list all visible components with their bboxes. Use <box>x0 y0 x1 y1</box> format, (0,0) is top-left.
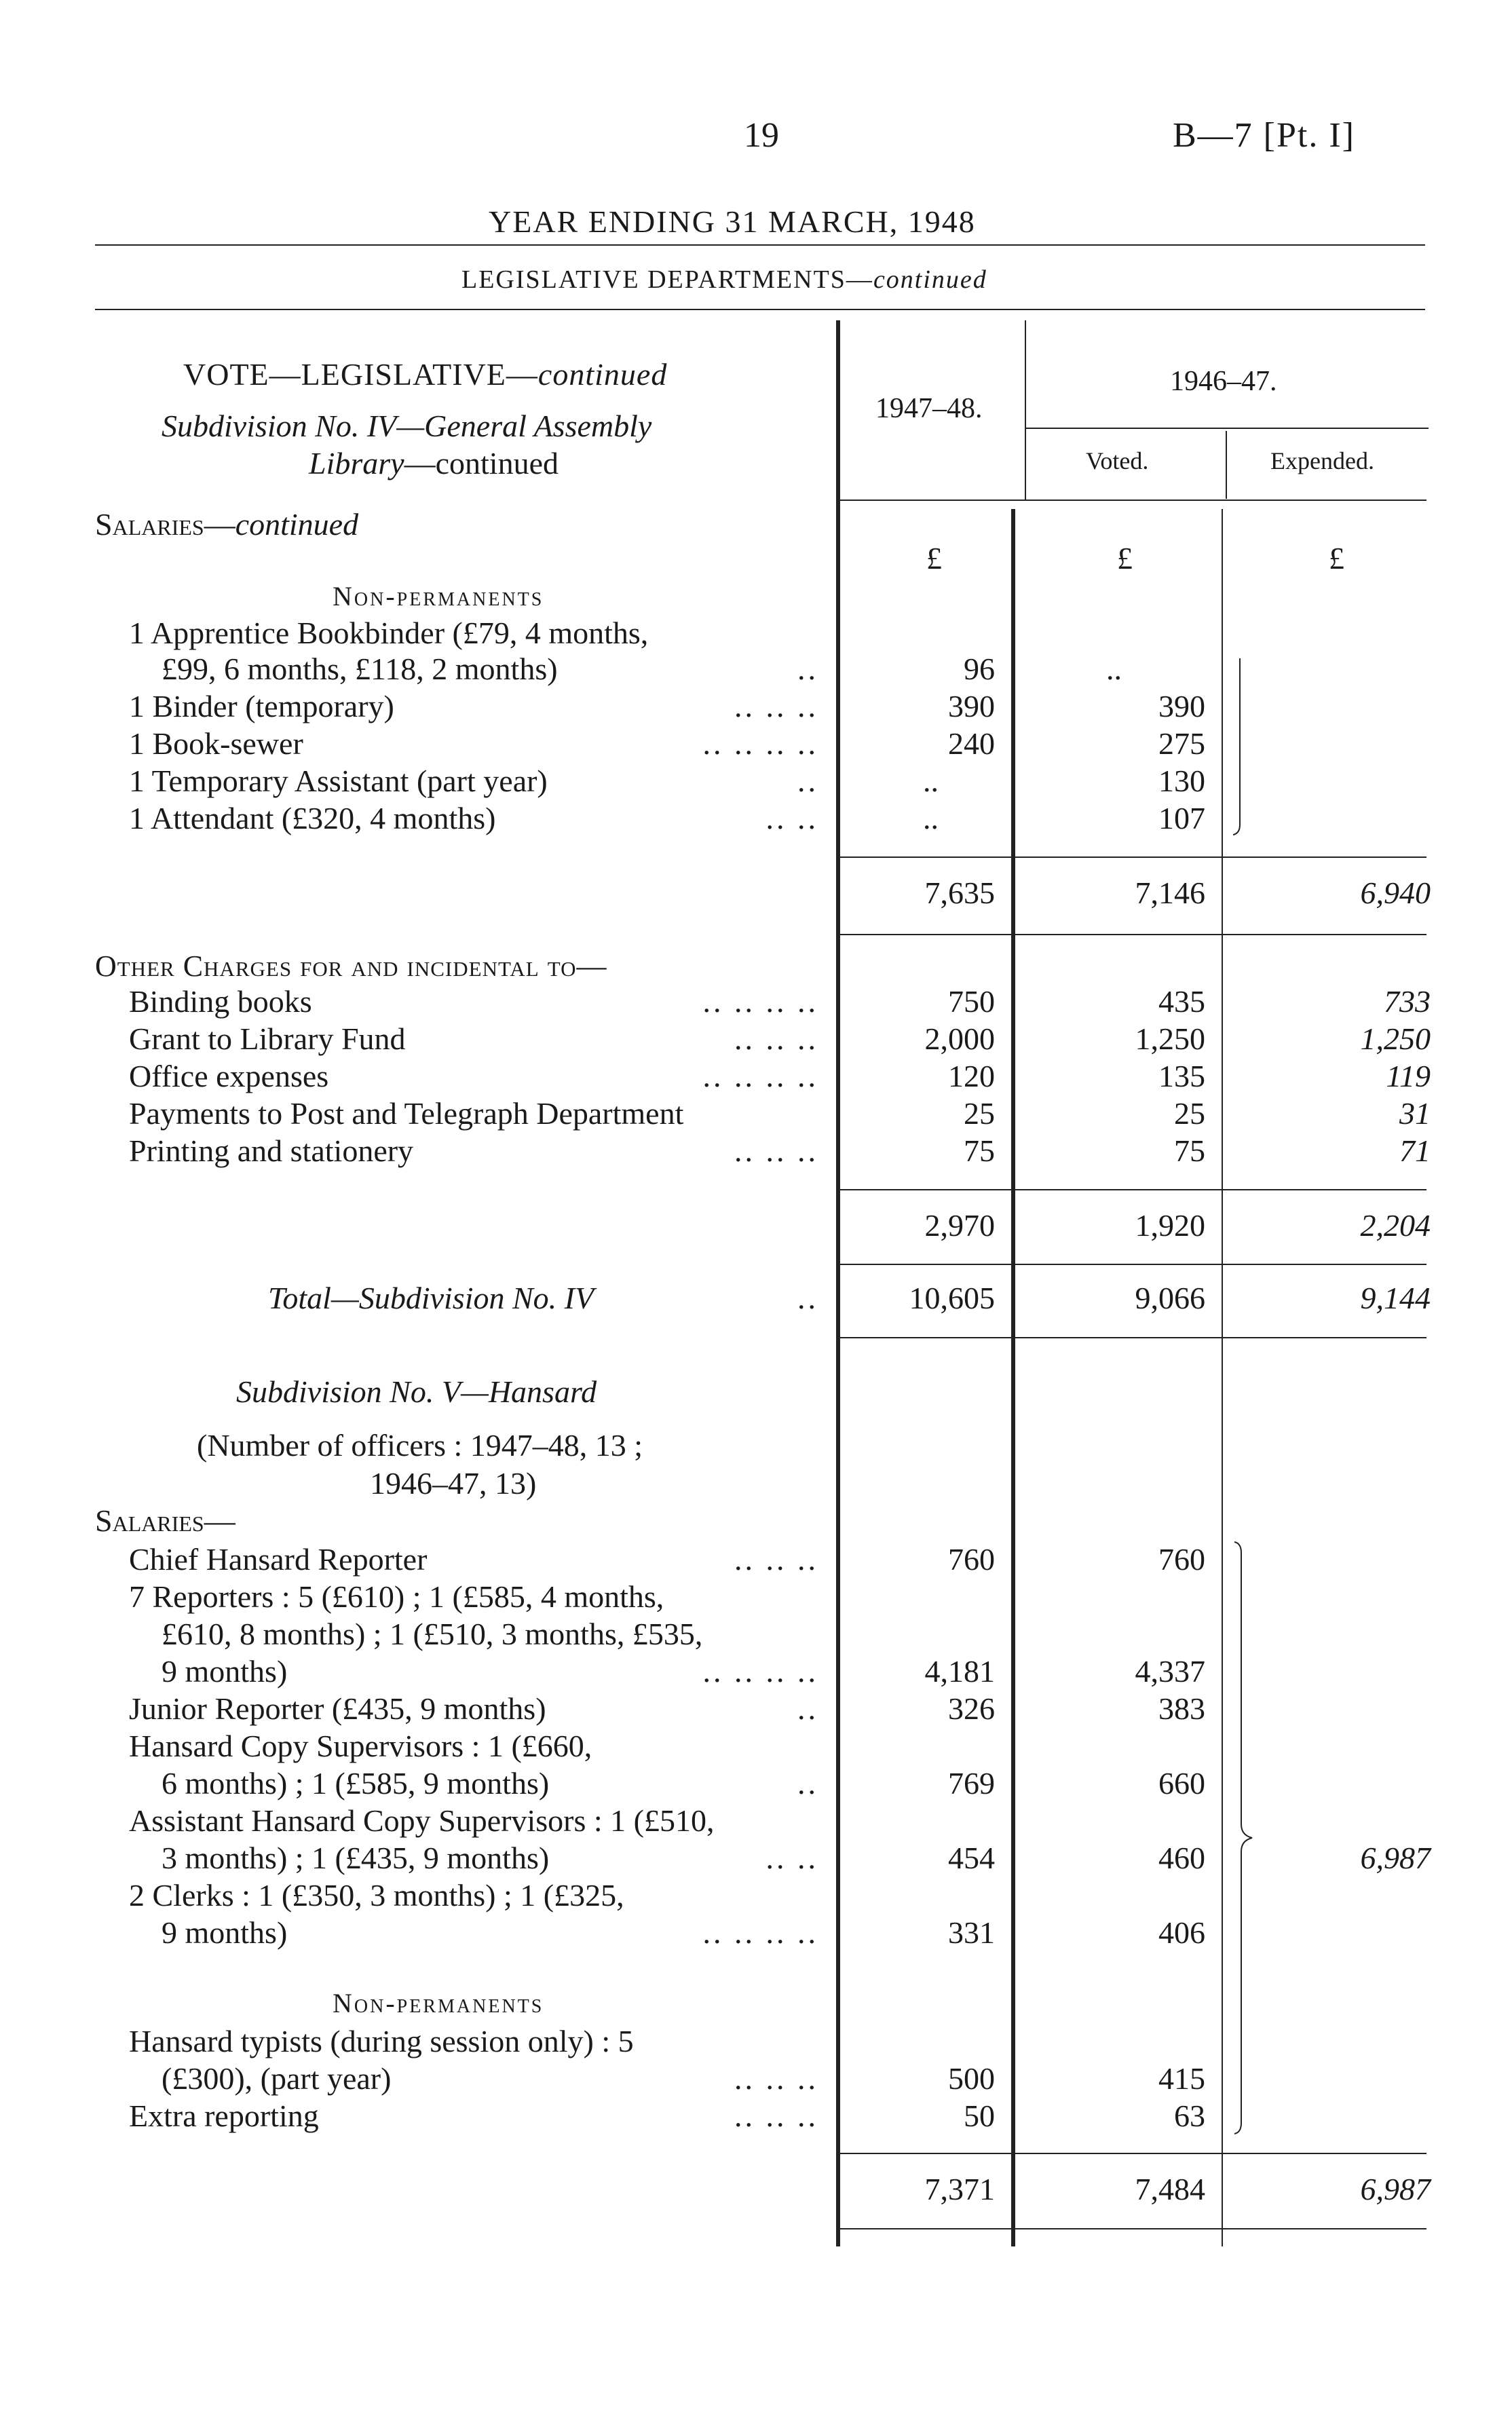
value-1947: 50 <box>964 2098 995 2133</box>
leader-dots: .. .. .. <box>734 2061 818 2096</box>
charge-label: Office expenses <box>129 1059 329 1093</box>
leader-dots: .. .. .. <box>734 1021 818 1056</box>
leader-dots: .. .. .. <box>734 1133 818 1168</box>
col-header-1946: 1946–47. <box>1170 366 1277 397</box>
item-label: 1 Attendant (£320, 4 months) <box>129 801 496 835</box>
value-1947: 96 <box>964 652 995 686</box>
salaries-suffix: continued <box>235 507 359 542</box>
value-expended: 119 <box>1386 1059 1431 1093</box>
charge-label: Payments to Post and Telegraph Department <box>129 1096 684 1131</box>
subdivision-v-title: Subdivision No. V—Hansard <box>236 1374 597 1409</box>
col-header-voted: Voted. <box>1086 447 1149 474</box>
hansard-item-label: 6 months) ; 1 (£585, 9 months) <box>162 1766 550 1801</box>
department-heading <box>461 265 987 295</box>
value-1947: 750 <box>948 984 995 1019</box>
column-rule-voted <box>1222 509 1223 2246</box>
value-expended: 31 <box>1399 1096 1431 1131</box>
total-iv-label: Total—Subdivision No. IV <box>268 1281 594 1315</box>
value-1947: 769 <box>948 1766 995 1801</box>
brace-voted-iv <box>1232 652 1259 839</box>
subdivision-iv-title: Subdivision No. IV—General Assembly <box>162 409 652 443</box>
salaries-label: Salaries— <box>95 507 235 542</box>
column-rule-1947-header <box>1025 320 1026 500</box>
value-1947: 331 <box>948 1915 995 1950</box>
hansard-non-permanents-heading: Non-permanents <box>333 1988 544 2018</box>
value-1947: 2,000 <box>924 1021 995 1056</box>
value-voted: 406 <box>1158 1915 1205 1950</box>
rule-subtotal-2-top <box>836 1189 1426 1190</box>
value-voted: 135 <box>1158 1059 1205 1093</box>
rule-1946-split <box>1025 428 1429 429</box>
column-rule-voted-header <box>1226 431 1227 499</box>
value-voted: 63 <box>1174 2098 1205 2133</box>
subdivision-iv-suffix: —continued <box>404 446 559 481</box>
year-title: YEAR ENDING 31 MARCH, 1948 <box>489 204 976 239</box>
value-1947: 120 <box>948 1059 995 1093</box>
rule-column-header-bottom <box>836 500 1426 501</box>
value-1947: .. <box>923 764 939 798</box>
rule-top <box>95 244 1425 246</box>
leader-dots: .. .. .. <box>734 1542 818 1577</box>
value-voted: 275 <box>1158 726 1205 761</box>
item-label: £99, 6 months, £118, 2 months) <box>162 652 558 686</box>
leader-dots: .. .. .. <box>734 689 818 723</box>
hansard-item-label: 9 months) <box>162 1915 288 1950</box>
column-rule-left <box>836 320 840 2246</box>
document-reference: B—7 [Pt. I] <box>1173 116 1355 155</box>
value-1947: 454 <box>948 1841 995 1875</box>
subtotal-expended: 6,987 <box>1360 2172 1431 2206</box>
subtotal-expended: 2,204 <box>1360 1208 1431 1243</box>
hansard-item-label: £610, 8 months) ; 1 (£510, 3 months, £535, <box>162 1617 703 1651</box>
subdivision-iv-library: Library <box>309 446 404 481</box>
leader-dots: .. .. .. <box>734 2098 818 2133</box>
rule-subtotal-1-bottom <box>836 934 1426 935</box>
leader-dots: .. <box>797 764 818 798</box>
value-voted: 75 <box>1174 1133 1205 1168</box>
value-1947: .. <box>923 801 939 835</box>
subtotal-1947: 7,635 <box>924 875 995 910</box>
col-header-expended: Expended. <box>1270 447 1374 474</box>
charge-label: Grant to Library Fund <box>129 1021 406 1056</box>
vote-title-suffix: continued <box>537 357 668 392</box>
subtotal-1947: 2,970 <box>924 1208 995 1243</box>
subtotal-voted: 7,484 <box>1135 2172 1205 2206</box>
value-voted: 660 <box>1158 1766 1205 1801</box>
hansard-bracket-expended: 6,987 <box>1360 1841 1431 1875</box>
page-number: 19 <box>744 116 779 155</box>
rule-subtotal-1-top <box>836 856 1426 858</box>
vote-title-text: VOTE—LEGISLATIVE— <box>183 357 538 392</box>
leader-dots: .. <box>797 1691 818 1726</box>
value-voted: 4,337 <box>1135 1654 1205 1689</box>
rule-subtotal-3-top <box>836 2153 1426 2154</box>
currency-expended: £ <box>1329 541 1344 576</box>
rule-total-iv-bottom <box>836 1337 1426 1338</box>
other-charges-heading: Other Charges for and incidental to— <box>95 949 607 983</box>
subtotal-expended: 6,940 <box>1360 875 1431 910</box>
item-label: 1 Book-sewer <box>129 726 303 761</box>
value-1947: 75 <box>964 1133 995 1168</box>
leader-dots: .. <box>797 652 818 686</box>
rule-subtotal-3-bottom <box>836 2228 1426 2229</box>
currency-1947: £ <box>926 541 942 576</box>
hansard-np-label: Extra reporting <box>129 2098 319 2133</box>
item-label: 1 Apprentice Bookbinder (£79, 4 months, <box>129 616 649 650</box>
subtotal-voted: 1,920 <box>1135 1208 1205 1243</box>
value-1947: 326 <box>948 1691 995 1726</box>
leader-dots: .. <box>797 1766 818 1801</box>
value-voted: 460 <box>1158 1841 1205 1875</box>
value-1947: 760 <box>948 1542 995 1577</box>
value-voted: 390 <box>1158 689 1205 723</box>
officers-line-1: (Number of officers : 1947–48, 13 ; <box>197 1428 643 1463</box>
value-expended: 71 <box>1399 1133 1431 1168</box>
item-label: 1 Binder (temporary) <box>129 689 394 723</box>
charge-label: Binding books <box>129 984 312 1019</box>
value-expended: 1,250 <box>1360 1021 1431 1056</box>
rule-subtotal-2-bottom <box>836 1264 1426 1265</box>
hansard-item-label: 3 months) ; 1 (£435, 9 months) <box>162 1841 550 1875</box>
leader-dots: .. .. .. .. <box>702 726 818 761</box>
hansard-item-label: Assistant Hansard Copy Supervisors : 1 (£510, <box>129 1803 715 1838</box>
subtotal-voted: 7,146 <box>1135 875 1205 910</box>
total-iv-expended: 9,144 <box>1360 1281 1431 1315</box>
department-suffix: continued <box>873 265 987 294</box>
value-voted: 415 <box>1158 2061 1205 2096</box>
hansard-item-label: 7 Reporters : 5 (£610) ; 1 (£585, 4 months, <box>129 1579 664 1614</box>
value-1947: 240 <box>948 726 995 761</box>
vote-title <box>183 356 667 392</box>
hansard-item-label: 2 Clerks : 1 (£350, 3 months) ; 1 (£325, <box>129 1878 624 1913</box>
leader-dots: .. .. .. .. <box>702 1654 818 1689</box>
value-1947: 390 <box>948 689 995 723</box>
value-1947: 4,181 <box>924 1654 995 1689</box>
brace-hansard <box>1232 1539 1272 2136</box>
leader-dots: .. <box>797 1281 818 1315</box>
total-iv-1947: 10,605 <box>909 1281 995 1315</box>
currency-voted: £ <box>1117 541 1133 576</box>
non-permanents-heading: Non-permanents <box>333 581 544 611</box>
value-voted: .. <box>1106 652 1122 686</box>
hansard-np-label: (£300), (part year) <box>162 2061 392 2096</box>
value-voted: 130 <box>1158 764 1205 798</box>
hansard-item-label: Hansard Copy Supervisors : 1 (£660, <box>129 1729 592 1763</box>
total-iv-voted: 9,066 <box>1135 1281 1205 1315</box>
hansard-item-label: 9 months) <box>162 1654 288 1689</box>
value-voted: 435 <box>1158 984 1205 1019</box>
subdivision-iv-title-line2 <box>309 448 559 479</box>
hansard-item-label: Chief Hansard Reporter <box>129 1542 428 1577</box>
hansard-salaries-label: Salaries— <box>95 1503 235 1538</box>
leader-dots: .. .. .. .. <box>702 1915 818 1950</box>
leader-dots: .. .. .. .. <box>702 1059 818 1093</box>
item-label: 1 Temporary Assistant (part year) <box>129 764 548 798</box>
col-header-1947: 1947–48. <box>875 393 983 424</box>
column-rule-1947 <box>1011 509 1015 2246</box>
value-voted: 107 <box>1158 801 1205 835</box>
value-1947: 25 <box>964 1096 995 1131</box>
value-voted: 383 <box>1158 1691 1205 1726</box>
charge-label: Printing and stationery <box>129 1133 414 1168</box>
hansard-item-label: Junior Reporter (£435, 9 months) <box>129 1691 546 1726</box>
value-1947: 500 <box>948 2061 995 2096</box>
officers-line-2: 1946–47, 13) <box>370 1466 537 1501</box>
value-voted: 1,250 <box>1135 1021 1205 1056</box>
hansard-np-label: Hansard typists (during session only) : 5 <box>129 2024 634 2058</box>
leader-dots: .. .. .. .. <box>702 984 818 1019</box>
subtotal-1947: 7,371 <box>924 2172 995 2206</box>
salaries-continued-label <box>95 509 358 540</box>
leader-dots: .. .. <box>766 801 818 835</box>
leader-dots: .. .. <box>766 1841 818 1875</box>
value-voted: 760 <box>1158 1542 1205 1577</box>
department-name: LEGISLATIVE DEPARTMENTS— <box>461 265 873 294</box>
value-voted: 25 <box>1174 1096 1205 1131</box>
value-expended: 733 <box>1384 984 1431 1019</box>
rule-header <box>95 309 1425 310</box>
